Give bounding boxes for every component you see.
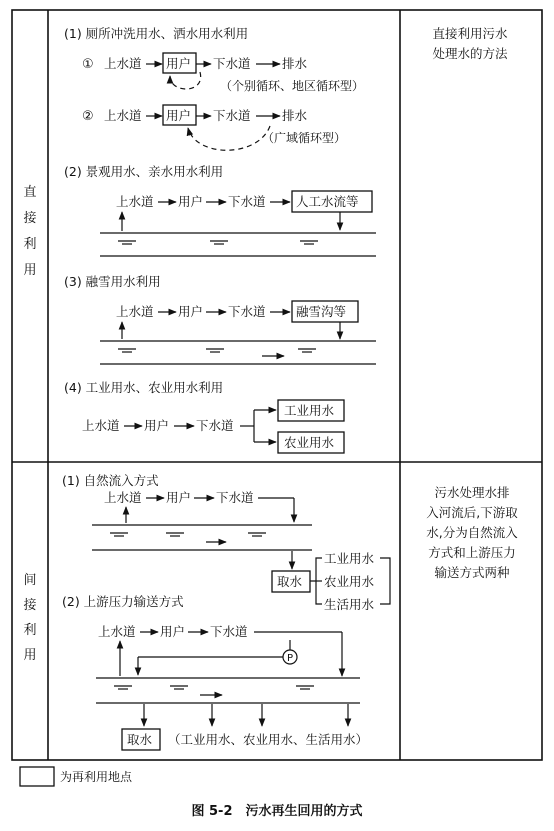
- flow-water-supply: 上水道: [104, 56, 142, 71]
- flow-industrial-water: 工业用水: [284, 403, 335, 418]
- indirect-section-2: [62, 594, 368, 750]
- legend-text: 为再利用地点: [60, 770, 133, 784]
- flow-water-supply: 上水道: [98, 624, 136, 639]
- flow-user: 用户: [144, 418, 170, 433]
- right-text-indirect-2: 入河流后,下游取: [426, 505, 518, 520]
- flow-water-supply: 上水道: [104, 108, 142, 123]
- use-industrial: 工业用水: [324, 551, 375, 566]
- flow-water-supply: 上水道: [116, 194, 154, 209]
- circled-number-2: ②: [82, 109, 94, 124]
- left-label-indirect-2: 接: [23, 598, 37, 613]
- flow-user: 用户: [178, 194, 204, 209]
- figure-caption: 图 5-2 污水再生回用的方式: [191, 804, 363, 819]
- flow-agricultural-water: 农业用水: [284, 435, 335, 450]
- flow-user: 用户: [166, 56, 192, 71]
- right-text-indirect-1: 污水处理水排: [434, 485, 510, 500]
- direct-s3-title: (3) 融雪用水利用: [64, 274, 161, 289]
- note-wide-cycle: （广域循环型）: [262, 131, 347, 145]
- flow-sewer: 下水道: [228, 194, 266, 209]
- left-label-direct-1: 直: [23, 185, 37, 200]
- flow-snow-ditch: 融雪沟等: [296, 304, 347, 319]
- flow-sewer: 下水道: [210, 624, 248, 639]
- right-text-direct-2: 处理水的方法: [432, 46, 508, 61]
- indirect-s1-title: (1) 自然流入方式: [62, 473, 159, 488]
- flow-sewer: 下水道: [213, 108, 251, 123]
- recycle-loop-arrow: [170, 72, 201, 89]
- flow-drain: 排水: [282, 108, 308, 123]
- use-agricultural: 农业用水: [324, 574, 375, 589]
- left-label-indirect-1: 间: [23, 573, 37, 588]
- use-domestic: 生活用水: [324, 597, 375, 612]
- flow-drain: 排水: [282, 56, 308, 71]
- left-label-indirect-4: 用: [23, 648, 37, 663]
- flow-water-supply: 上水道: [116, 304, 154, 319]
- right-text-indirect-4: 方式和上游压力: [428, 545, 516, 560]
- flow-artificial-stream: 人工水流等: [296, 194, 359, 209]
- direct-section-1: [64, 26, 364, 150]
- flow-water-supply: 上水道: [104, 490, 142, 505]
- flow-user: 用户: [166, 490, 192, 505]
- right-text-direct-1: 直接利用污水: [432, 26, 508, 41]
- direct-section-3: [64, 274, 376, 364]
- direct-s1-title: (1) 厕所冲洗用水、洒水用水利用: [64, 26, 249, 41]
- uses-bracket: [380, 558, 390, 604]
- left-label-direct-2: 接: [23, 211, 37, 226]
- left-label-indirect-3: 利: [23, 623, 37, 638]
- flow-sewer: 下水道: [216, 490, 254, 505]
- right-text-indirect-3: 水,分为自然流入: [426, 525, 518, 540]
- flow-intake: 取水: [277, 574, 303, 589]
- bottom-uses: （工业用水、农业用水、生活用水）: [168, 732, 369, 747]
- pump-label: P: [286, 653, 294, 664]
- flow-user: 用户: [166, 108, 192, 123]
- flow-water-supply: 上水道: [82, 418, 120, 433]
- flow-user: 用户: [178, 304, 204, 319]
- flow-intake: 取水: [127, 732, 153, 747]
- legend-box: [20, 767, 54, 786]
- right-text-indirect-5: 输送方式两种: [434, 565, 510, 580]
- indirect-s2-title: (2) 上游压力输送方式: [62, 594, 184, 609]
- flow-sewer: 下水道: [213, 56, 251, 71]
- direct-section-2: [64, 164, 376, 256]
- indirect-section-1: [62, 473, 390, 612]
- direct-section-4: [64, 380, 344, 453]
- direct-s4-title: (4) 工业用水、农业用水利用: [64, 380, 224, 395]
- direct-s2-title: (2) 景观用水、亲水用水利用: [64, 164, 224, 179]
- left-label-direct-4: 用: [23, 263, 37, 278]
- note-local-cycle: （个别循环、地区循环型）: [220, 79, 365, 93]
- flow-sewer: 下水道: [228, 304, 266, 319]
- recycle-loop-arrow: [188, 126, 270, 150]
- flow-sewer: 下水道: [196, 418, 234, 433]
- circled-number-1: ①: [82, 57, 94, 72]
- left-label-direct-3: 利: [23, 237, 37, 252]
- flow-user: 用户: [160, 624, 186, 639]
